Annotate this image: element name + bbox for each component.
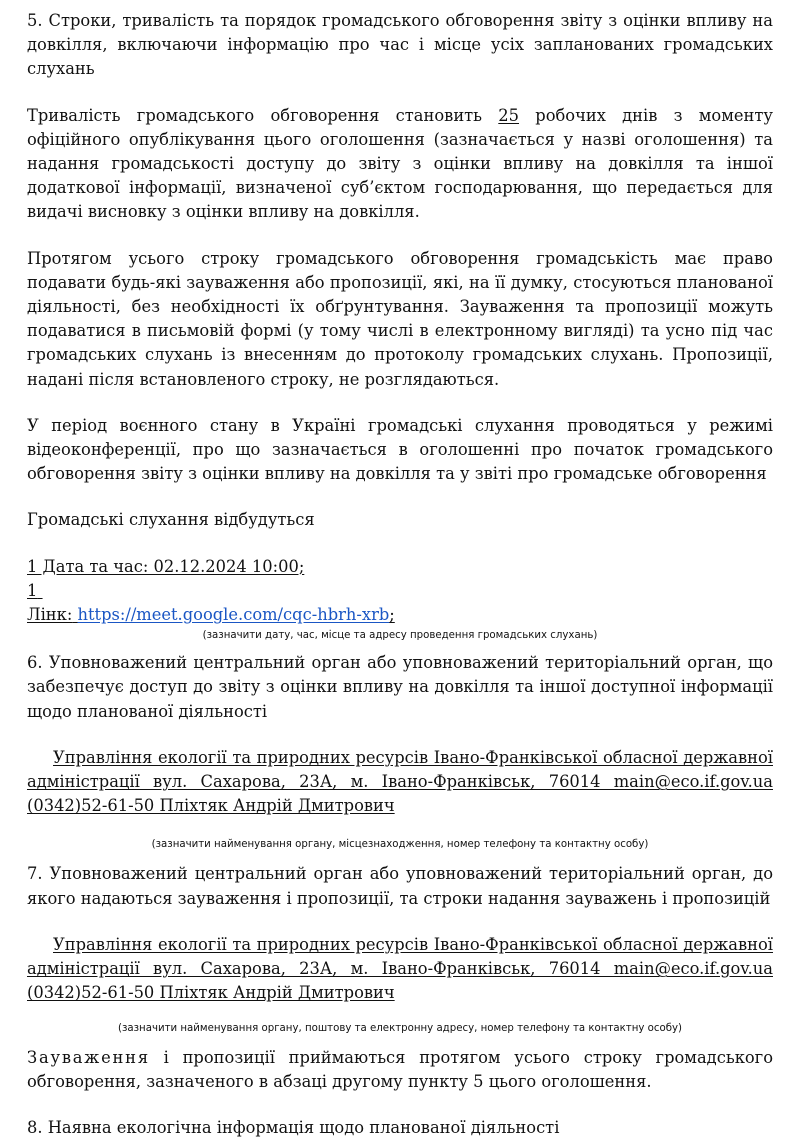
- section-5-title: Строки, тривалість та порядок громадського обговорення звіту з оцінки впливу на довкілля, включаючи інформацію про час і місце усіх запланованих громадських слухань: [27, 11, 773, 79]
- section-7-heading: [27, 862, 773, 910]
- rights-paragraph: Протягом усього строку громадського обговорення громадськість має право подавати будь-які зауваження або пропозиції, які, на її думку, стосуються планованої діяльності, без необхідності їх обґрунтування. Зауваження та пропозиції можуть подаватися в письмовій формі (у тому числі в електронному вигляді) та усно під час громадських слухань із внесенням до протоколу громадських слухань. Пропозиції, надані після встановленого строку, не розглядаються.: [27, 248, 773, 389]
- duration-days: 25: [498, 105, 520, 125]
- duration-text-start: Тривалість громадського обговорення становить: [27, 105, 483, 125]
- hearings-intro: Громадські слухання відбудуться: [27, 510, 315, 530]
- section-6-heading: [27, 651, 773, 724]
- remarks-text: і пропозиції приймаються протягом усього строку громадського обговорення, зазначеного в абзаці другому пункту 5 цього оголошення.: [27, 1047, 773, 1091]
- section-6-number: 6.: [27, 653, 43, 673]
- section-6-authority: Управління екології та природних ресурсів Івано-Франківської обласної державної адміністрації вул. Сахарова, 23А, м. Івано-Франківськ, 76014 main@eco.if.gov.ua (0342)52-61-50 Пліхтяк Андрій Дмитрович: [27, 747, 773, 816]
- section-7-title: Уповноважений центральний орган або уповноважений територіальний орган, до якого надаються зауваження і пропозиції, та строки надання зауважень і пропозицій: [27, 864, 773, 908]
- duration-text-end: робочих днів з моменту офіційного опублікування цього оголошення (зазначається у назві оголошення) та надання громадськості доступу до звіту з оцінки впливу на довкілля та іншої додаткової інформації, визначеної суб’єктом господарювання, що передається для видачі висновку з оцінки впливу на довкілля.: [27, 105, 773, 222]
- section-6-note: (зазначити найменування органу, місцезнаходження, номер телефону та контактну особу): [151, 839, 649, 851]
- hearing-note: (зазначити дату, час, місце та адресу проведення громадських слухань): [202, 630, 598, 642]
- remarks-paragraph: [27, 1046, 773, 1094]
- section-6-title: Уповноважений центральний орган або уповноважений територіальний орган, що забезпечує доступ до звіту з оцінки впливу на довкілля та іншої доступної інформації щодо планованої діяльності: [27, 653, 773, 721]
- hearing-datetime: 1 Дата та час: 02.12.2024 10:00;: [27, 556, 305, 576]
- hearing-index: 1: [27, 580, 38, 600]
- martial-law-paragraph: У період воєнного стану в Україні громадські слухання проводяться у режимі відеоконференції, про що зазначається в оголошенні про початок громадського обговорення звіту з оцінки впливу на довкілля та у звіті про громадське обговорення: [27, 415, 773, 484]
- section-5-heading: [27, 9, 773, 82]
- document-page: [27, 9, 773, 1140]
- section-7-note: (зазначити найменування органу, поштову та електронну адресу, номер телефону та контактну особу): [118, 1022, 682, 1034]
- hearing-link-label: Лінк:: [27, 605, 73, 625]
- section-5-number: 5.: [27, 11, 43, 30]
- remarks-word: Зауваження: [27, 1047, 150, 1067]
- duration-paragraph: [27, 104, 773, 225]
- hearing-link-line: Лінк: https://meet.google.com/cqc-hbrh-xrb;: [27, 605, 395, 625]
- section-8-heading: 8. Наявна екологічна інформація щодо планованої діяльності: [27, 1117, 560, 1137]
- section-7-number: 7.: [27, 864, 43, 884]
- hearing-link[interactable]: https://meet.google.com/cqc-hbrh-xrb: [77, 605, 390, 625]
- section-7-authority: Управління екології та природних ресурсів Івано-Франківської обласної державної адміністрації вул. Сахарова, 23А, м. Івано-Франківськ, 76014 main@eco.if.gov.ua (0342)52-61-50 Пліхтяк Андрій Дмитрович: [27, 934, 773, 1003]
